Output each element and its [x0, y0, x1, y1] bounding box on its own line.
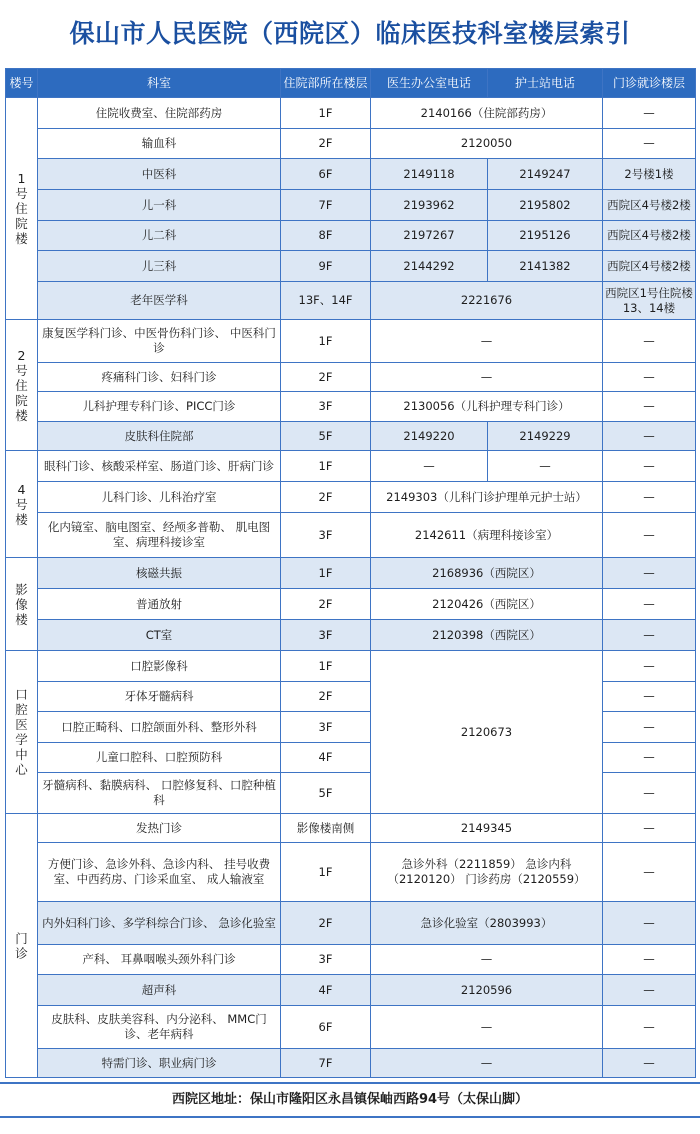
doctor-phone-cell: 2140166（住院部药房）: [371, 98, 603, 129]
table-row: [6, 1049, 696, 1078]
doctor-phone-cell: —: [371, 363, 603, 392]
dept-cell: 方便门诊、急诊外科、急诊内科、 挂号收费室、中西药房、门诊采血室、 成人输液室: [38, 843, 281, 902]
dept-cell: 产科、 耳鼻咽喉头颈外科门诊: [38, 945, 281, 975]
table-row: [6, 945, 696, 975]
header-doctor-phone: 医生办公室电话: [371, 69, 488, 98]
outpatient-cell: 西院区1号住院楼 13、14楼: [603, 282, 696, 320]
floor-cell: 2F: [281, 482, 371, 513]
floor-cell: 3F: [281, 513, 371, 558]
building-label-4: 4 号 楼: [6, 451, 38, 558]
building-label-2: 2 号 住 院 楼: [6, 320, 38, 451]
dept-cell: 住院收费室、住院部药房: [38, 98, 281, 129]
doctor-phone-cell: 2149118: [371, 159, 488, 190]
table-row: [6, 159, 696, 190]
table-row: [6, 620, 696, 651]
dept-cell: 老年医学科: [38, 282, 281, 320]
table-row: [6, 482, 696, 513]
floor-cell: 1F: [281, 320, 371, 363]
floor-cell: 2F: [281, 363, 371, 392]
nurse-phone-cell: 2195802: [488, 190, 603, 221]
floor-cell: 5F: [281, 773, 371, 814]
outpatient-cell: —: [603, 651, 696, 682]
doctor-phone-cell: 2168936（西院区）: [371, 558, 603, 589]
table-row: [6, 1006, 696, 1049]
table-row: [6, 190, 696, 221]
floor-cell: 6F: [281, 1006, 371, 1049]
floor-cell: 2F: [281, 129, 371, 159]
floor-cell: 1F: [281, 451, 371, 482]
doctor-phone-cell: —: [371, 1049, 603, 1078]
dept-cell: 内外妇科门诊、多学科综合门诊、 急诊化验室: [38, 902, 281, 945]
table-header-row: [6, 69, 696, 98]
table-row: [6, 282, 696, 320]
doctor-phone-cell: —: [371, 451, 488, 482]
outpatient-cell: —: [603, 513, 696, 558]
dept-cell: 儿童口腔科、口腔预防科: [38, 743, 281, 773]
doctor-phone-cell: 2130056（儿科护理专科门诊）: [371, 392, 603, 422]
doctor-phone-cell: 2120050: [371, 129, 603, 159]
table-row: [6, 221, 696, 251]
page-title: 保山市人民医院（西院区）临床医技科室楼层索引: [69, 19, 631, 48]
dept-cell: 皮肤科住院部: [38, 422, 281, 451]
table-row: [6, 363, 696, 392]
table-row: [6, 129, 696, 159]
outpatient-cell: —: [603, 682, 696, 712]
table-row: [6, 558, 696, 589]
table-row: [6, 98, 696, 129]
table-row: [6, 513, 696, 558]
building-label-oral: 口 腔 医 学 中 心: [6, 651, 38, 814]
outpatient-cell: —: [603, 129, 696, 159]
floor-cell: 7F: [281, 190, 371, 221]
dept-cell: 普通放射: [38, 589, 281, 620]
outpatient-cell: —: [603, 620, 696, 651]
doctor-phone-cell: 急诊化验室（2803993）: [371, 902, 603, 945]
doctor-phone-cell: 2149220: [371, 422, 488, 451]
table-row: [6, 320, 696, 363]
doctor-phone-cell: —: [371, 1006, 603, 1049]
address-footer: 西院区地址：保山市隆阳区永昌镇保岫西路94号（太保山脚）: [0, 1082, 700, 1118]
nurse-phone-cell: 2149229: [488, 422, 603, 451]
nurse-phone-cell: 2195126: [488, 221, 603, 251]
dept-cell: 疼痛科门诊、妇科门诊: [38, 363, 281, 392]
floor-cell: 13F、14F: [281, 282, 371, 320]
outpatient-cell: —: [603, 451, 696, 482]
doctor-phone-cell: 2120596: [371, 975, 603, 1006]
dept-cell: 特需门诊、职业病门诊: [38, 1049, 281, 1078]
doctor-phone-cell: —: [371, 320, 603, 363]
nurse-phone-cell: 2141382: [488, 251, 603, 282]
nurse-phone-cell: —: [488, 451, 603, 482]
outpatient-cell: —: [603, 1006, 696, 1049]
table-row: [6, 975, 696, 1006]
doctor-phone-cell: 2193962: [371, 190, 488, 221]
floor-cell: 3F: [281, 945, 371, 975]
floor-cell: 1F: [281, 98, 371, 129]
floor-index-table: [5, 68, 696, 1078]
table-row: [6, 451, 696, 482]
floor-cell: 4F: [281, 743, 371, 773]
table-row: [6, 589, 696, 620]
doctor-phone-cell: —: [371, 945, 603, 975]
dept-cell: 牙体牙髓病科: [38, 682, 281, 712]
floor-cell: 8F: [281, 221, 371, 251]
doctor-phone-cell: 2197267: [371, 221, 488, 251]
dept-cell: 牙髓病科、黏膜病科、 口腔修复科、口腔种植科: [38, 773, 281, 814]
outpatient-cell: —: [603, 589, 696, 620]
outpatient-cell: —: [603, 320, 696, 363]
dept-cell: CT室: [38, 620, 281, 651]
dept-cell: 儿科门诊、儿科治疗室: [38, 482, 281, 513]
dept-cell: 康复医学科门诊、中医骨伤科门诊、 中医科门诊: [38, 320, 281, 363]
floor-cell: 2F: [281, 902, 371, 945]
floor-cell: 6F: [281, 159, 371, 190]
floor-cell: 3F: [281, 620, 371, 651]
header-nurse-phone: 护士站电话: [488, 69, 603, 98]
doctor-phone-cell: 2221676: [371, 282, 603, 320]
table-row: [6, 651, 696, 682]
floor-cell: 7F: [281, 1049, 371, 1078]
table-row: [6, 902, 696, 945]
outpatient-cell: —: [603, 392, 696, 422]
doctor-phone-cell: 2149345: [371, 814, 603, 843]
outpatient-cell: —: [603, 975, 696, 1006]
outpatient-cell: —: [603, 1049, 696, 1078]
outpatient-cell: —: [603, 945, 696, 975]
outpatient-cell: —: [603, 814, 696, 843]
floor-cell: 4F: [281, 975, 371, 1006]
outpatient-cell: 西院区4号楼2楼: [603, 251, 696, 282]
floor-cell: 1F: [281, 558, 371, 589]
dept-cell: 中医科: [38, 159, 281, 190]
outpatient-cell: —: [603, 482, 696, 513]
dept-cell: 儿科护理专科门诊、PICC门诊: [38, 392, 281, 422]
outpatient-cell: —: [603, 422, 696, 451]
doctor-phone-cell: 急诊外科（2211859） 急诊内科（2120120） 门诊药房（2120559）: [371, 843, 603, 902]
dept-cell: 眼科门诊、核酸采样室、肠道门诊、肝病门诊: [38, 451, 281, 482]
dept-cell: 儿一科: [38, 190, 281, 221]
table-row: [6, 251, 696, 282]
floor-cell: 1F: [281, 651, 371, 682]
doctor-phone-cell: 2120673: [371, 651, 603, 814]
floor-cell: 9F: [281, 251, 371, 282]
outpatient-cell: 西院区4号楼2楼: [603, 221, 696, 251]
dept-cell: 发热门诊: [38, 814, 281, 843]
building-label-1: 1 号 住 院 楼: [6, 98, 38, 320]
outpatient-cell: —: [603, 743, 696, 773]
dept-cell: 皮肤科、皮肤美容科、内分泌科、 MMC门诊、老年病科: [38, 1006, 281, 1049]
floor-cell: 3F: [281, 392, 371, 422]
dept-cell: 儿三科: [38, 251, 281, 282]
outpatient-cell: 西院区4号楼2楼: [603, 190, 696, 221]
floor-cell: 3F: [281, 712, 371, 743]
doctor-phone-cell: 2142611（病理科接诊室）: [371, 513, 603, 558]
floor-cell: 5F: [281, 422, 371, 451]
outpatient-cell: —: [603, 902, 696, 945]
header-outpatient-floor: 门诊就诊楼层: [603, 69, 696, 98]
outpatient-cell: —: [603, 712, 696, 743]
table-row: [6, 392, 696, 422]
doctor-phone-cell: 2144292: [371, 251, 488, 282]
doctor-phone-cell: 2149303（儿科门诊护理单元护士站）: [371, 482, 603, 513]
outpatient-cell: —: [603, 843, 696, 902]
dept-cell: 输血科: [38, 129, 281, 159]
table-row: [6, 814, 696, 843]
header-ward-floor: 住院部所在楼层: [281, 69, 371, 98]
dept-cell: 化内镜室、脑电图室、经颅多普勒、 肌电图室、病理科接诊室: [38, 513, 281, 558]
building-label-imaging: 影 像 楼: [6, 558, 38, 651]
table-row: [6, 843, 696, 902]
header-building: 楼号: [6, 69, 38, 98]
doctor-phone-cell: 2120398（西院区）: [371, 620, 603, 651]
floor-cell: 影像楼南侧: [281, 814, 371, 843]
table-row: [6, 422, 696, 451]
floor-cell: 2F: [281, 589, 371, 620]
header-department: 科室: [38, 69, 281, 98]
outpatient-cell: —: [603, 773, 696, 814]
outpatient-cell: —: [603, 98, 696, 129]
outpatient-cell: —: [603, 558, 696, 589]
doctor-phone-cell: 2120426（西院区）: [371, 589, 603, 620]
dept-cell: 超声科: [38, 975, 281, 1006]
dept-cell: 口腔正畸科、口腔颌面外科、整形外科: [38, 712, 281, 743]
dept-cell: 儿二科: [38, 221, 281, 251]
outpatient-cell: —: [603, 363, 696, 392]
building-label-outpatient: 门 诊: [6, 814, 38, 1078]
dept-cell: 核磁共振: [38, 558, 281, 589]
dept-cell: 口腔影像科: [38, 651, 281, 682]
nurse-phone-cell: 2149247: [488, 159, 603, 190]
outpatient-cell: 2号楼1楼: [603, 159, 696, 190]
floor-cell: 2F: [281, 682, 371, 712]
floor-cell: 1F: [281, 843, 371, 902]
